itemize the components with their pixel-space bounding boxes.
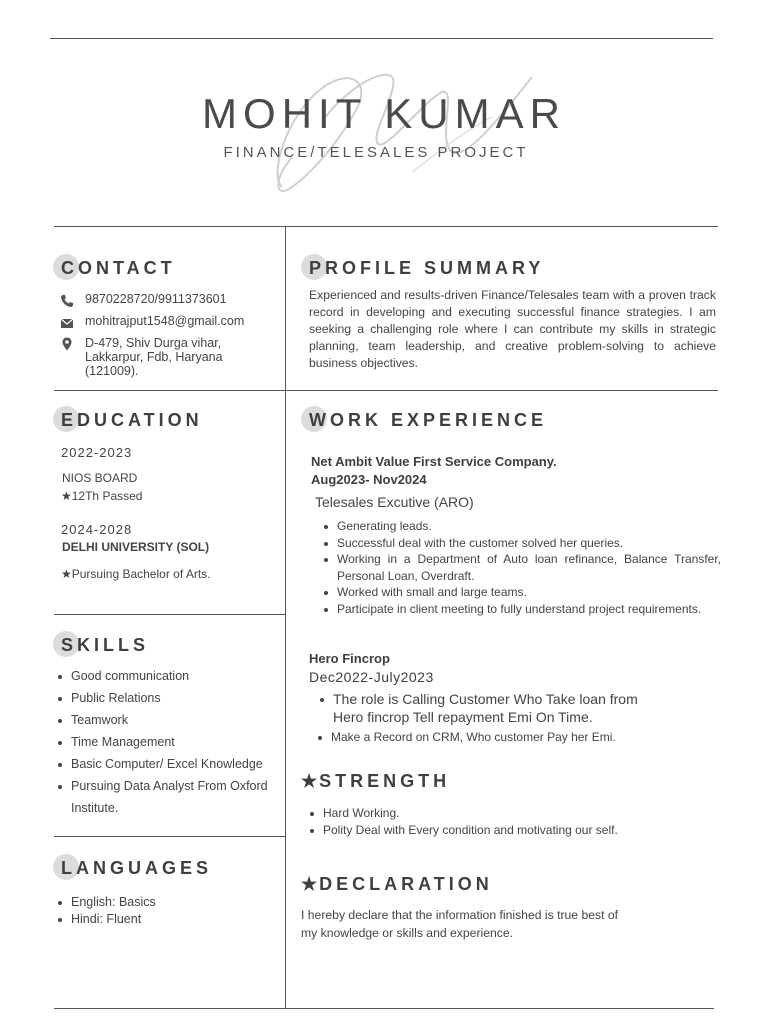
job1-bullet: Participate in client meeting to fully understand project requirements. [337, 601, 721, 618]
job2-bullet: Make a Record on CRM, Who customer Pay her Emi. [331, 729, 663, 746]
contact-email: mohitrajput1548@gmail.com [60, 314, 280, 330]
skill-item: Good communication [71, 668, 281, 690]
education-years-2: 2024-2028 [61, 522, 133, 537]
bottom-divider [54, 1008, 714, 1009]
declaration-text: I hereby declare that the information finished is true best of my knowledge or skills and experience. [301, 908, 619, 940]
job2-bullets [333, 690, 663, 746]
skills-divider [54, 836, 285, 837]
education-divider [54, 614, 285, 615]
address-line-2: Lakkarpur, Fdb, Haryana [85, 350, 223, 364]
phone-icon [60, 294, 74, 308]
skills-heading: SKILLS [61, 635, 149, 656]
languages-list [71, 894, 271, 928]
profile-summary-text: Experienced and results-driven Finance/Telesales team with a proven track record in developing and executing successful finance strategies. I am seeking a challenging role where I can contribute my skills in strategic planning, team leadership, and creative problem-solving to achieve business objectives. [309, 288, 716, 370]
languages-heading: LANGUAGES [61, 858, 212, 879]
column-divider [285, 226, 286, 1008]
skill-item-continued: Institute. [71, 801, 119, 815]
skill-item: Public Relations [71, 690, 281, 712]
envelope-icon [60, 316, 74, 330]
job1-bullet: Generating leads. [337, 518, 721, 535]
profile-heading: PROFILE SUMMARY [309, 258, 544, 279]
job2-bullet: The role is Calling Customer Who Take loan from Hero fincrop Tell repayment Emi On Time. [333, 690, 663, 726]
education-heading: EDUCATION [61, 410, 203, 431]
contact-divider [54, 390, 718, 391]
job1-bullet: Successful deal with the customer solved her queries. [337, 535, 721, 552]
education-school-1: NIOS BOARD [62, 471, 138, 485]
location-pin-icon [60, 337, 74, 351]
job1-bullets [337, 518, 721, 617]
education-school-2: DELHI UNIVERSITY (SOL) [62, 540, 210, 554]
job1-role: Telesales Excutive (ARO) [315, 494, 474, 510]
job1-dates: Aug2023- Nov2024 [311, 472, 427, 487]
skills-list [71, 668, 281, 822]
strength-heading: ★ STRENGTH [301, 771, 451, 791]
work-heading: WORK EXPERIENCE [309, 410, 547, 431]
skill-item: Time Management [71, 734, 281, 756]
declaration-heading: ★ DECLARATION [301, 874, 493, 894]
strength-item: Hard Working. [323, 805, 623, 822]
header-divider [54, 226, 718, 227]
job1-bullet: Working in a Department of Auto loan refinance, Balance Transfer, Personal Loan, Overdraft. [337, 551, 721, 584]
candidate-subtitle: FINANCE/TELESALES PROJECT [223, 144, 529, 161]
job1-bullet: Worked with small and large teams. [337, 584, 721, 601]
contact-phone: 9870228720/9911373601 [60, 292, 280, 308]
job2-company: Hero Fincrop [309, 651, 390, 666]
star-icon: ★ [301, 874, 318, 894]
job2-dates: Dec2022-July2023 [309, 669, 434, 685]
address-line-3: (121009). [85, 364, 139, 378]
education-detail-1: ★12Th Passed [61, 489, 143, 503]
language-item: Hindi: Fluent [71, 911, 271, 928]
strength-list [323, 805, 623, 838]
star-icon: ★ [301, 771, 318, 791]
education-detail-2: ★Pursuing Bachelor of Arts. [61, 567, 211, 581]
education-years-1: 2022-2023 [61, 445, 133, 460]
skill-item: Teamwork [71, 712, 281, 734]
skill-item: Basic Computer/ Excel Knowledge [71, 756, 281, 778]
strength-item: Polity Deal with Every condition and motivating our self. [323, 822, 623, 839]
skill-item: Pursuing Data Analyst From Oxford [71, 778, 281, 800]
contact-address [60, 336, 280, 380]
language-item: English: Basics [71, 894, 271, 911]
top-divider [50, 38, 713, 39]
address-line-1: D-479, Shiv Durga vihar, [85, 336, 222, 350]
candidate-name: MOHIT KUMAR [202, 90, 566, 137]
job1-company: Net Ambit Value First Service Company. [311, 454, 557, 469]
contact-heading: CONTACT [61, 258, 176, 279]
